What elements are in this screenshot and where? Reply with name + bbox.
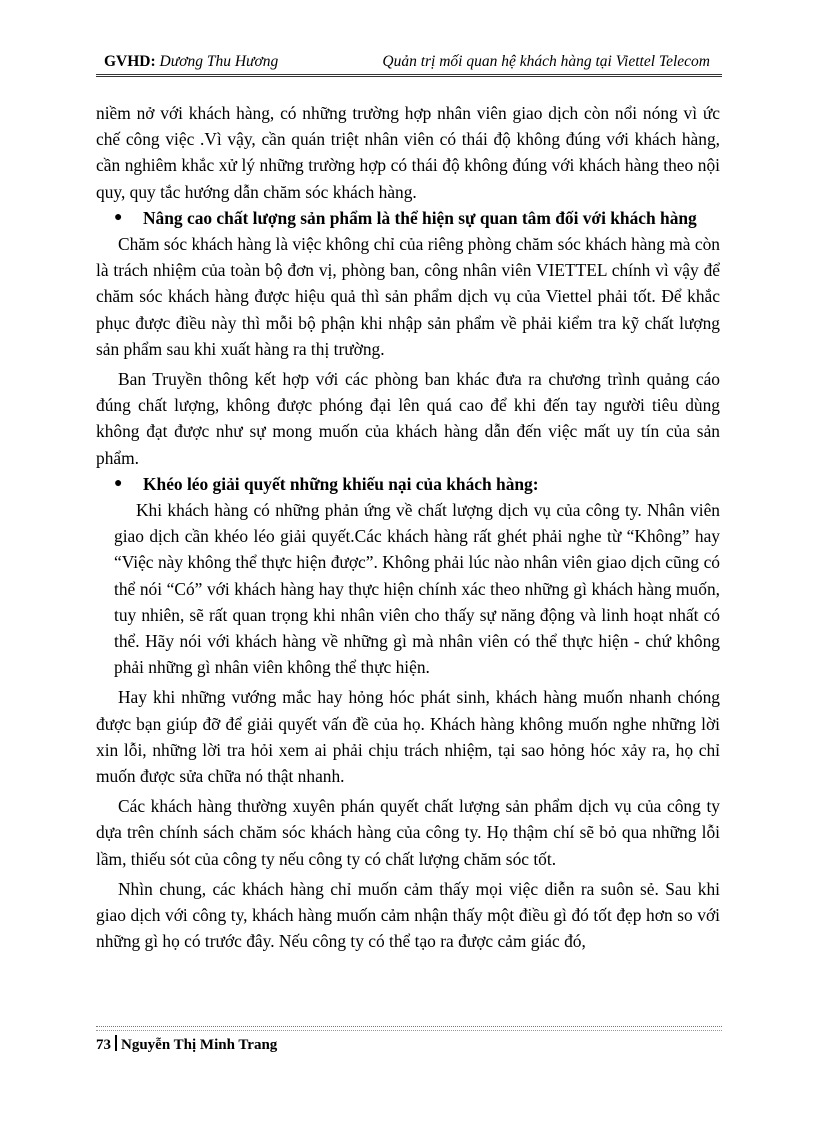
- footer-divider-secondary: [96, 1030, 722, 1031]
- header-supervisor-label: GVHD:: [104, 53, 156, 70]
- header-divider: [96, 74, 722, 77]
- paragraph-1: niềm nở với khách hàng, có những trường hợp nhân viên giao dịch còn nổi nóng vì ức chế công việc .Vì vậy, cần quán triệt nhân viên có thái độ không đúng với khách hàng, cần nghiêm khắc xử lý những trường hợp có thái độ không đúng với khách hàng theo nội quy, quy tắc hướng dẫn chăm sóc khách hàng.: [96, 103, 720, 202]
- paragraph-2: Chăm sóc khách hàng là việc không chỉ của riêng phòng chăm sóc khách hàng mà còn là trách nhiệm của toàn bộ đơn vị, phòng ban, công nhân viên VIETTEL chính vì vậy để chăm sóc khách hàng được hiệu quả thì sản phẩm dịch vụ của Viettel phải tốt. Để khắc phục được điều này thì mỗi bộ phận khi nhập sản phẩm về phải kiểm tra kỹ chất lượng sản phẩm sau khi xuất hàng ra thị trường.: [96, 234, 720, 359]
- header-document-title: Quản trị mối quan hệ khách hàng tại Viettel Telecom: [382, 53, 710, 70]
- bullet-heading-2-text: Khéo léo giải quyết những khiếu nại của khách hàng:: [143, 473, 539, 494]
- paragraph-4: Khi khách hàng có những phản ứng về chất lượng dịch vụ của công ty. Nhân viên giao dịch cần khéo léo giải quyết.Các khách hàng rất ghét phải nghe từ “Không” hay “Việc này không thể thực hiện được”. Không phải lúc nào nhân viên giao dịch cũng có thể nói “Có” với khách hàng hay thực hiện chính xác theo những gì khách hàng muốn, tuy nhiên, sẽ rất quan trọng khi nhân viên cho thấy sự năng động và linh hoạt nhất có thể. Hãy nói với khách hàng về những gì mà nhân viên có thể thực hiện - chứ không phải những gì nhân viên không thể thực hiện.: [114, 500, 720, 678]
- document-body: [96, 100, 720, 955]
- paragraph-3: Ban Truyền thông kết hợp với các phòng ban khác đưa ra chương trình quảng cáo đúng chất lượng, không được phóng đại lên quá cao để khi đến tay người tiêu dùng không đạt được như sự mong muốn của khách hàng dẫn đến việc mất uy tín của sản phẩm.: [96, 369, 720, 468]
- page-header: [96, 52, 722, 74]
- footer-author: Nguyễn Thị Minh Trang: [121, 1037, 278, 1053]
- footer-divider: [96, 1026, 722, 1027]
- header-supervisor-name: Dương Thu Hương: [159, 53, 279, 70]
- bullet-heading-1-text: Nâng cao chất lượng sản phẩm là thể hiện sự quan tâm đối với khách hàng: [143, 207, 697, 228]
- paragraph-5: Hay khi những vướng mắc hay hỏng hóc phát sinh, khách hàng muốn nhanh chóng được bạn giúp đỡ để giải quyết vấn đề của họ. Khách hàng không muốn nghe những lời xin lỗi, những lời tra hỏi xem ai phải chịu trách nhiệm, tại sao hỏng hóc xảy ra, họ chỉ muốn được sửa chữa nó thật nhanh.: [96, 687, 720, 787]
- page-number: 73: [96, 1037, 111, 1053]
- paragraph-6: Các khách hàng thường xuyên phán quyết chất lượng sản phẩm dịch vụ của công ty dựa trên chính sách chăm sóc khách hàng của công ty. Họ thậm chí sẽ bỏ qua những lỗi lầm, thiếu sót của công ty nếu công ty có chất lượng chăm sóc tốt.: [96, 796, 720, 869]
- bullet-icon: ●: [114, 209, 123, 225]
- bullet-icon: ●: [114, 475, 123, 491]
- bullet-heading-1: [96, 205, 720, 231]
- footer-separator: [115, 1035, 117, 1051]
- paragraph-7: Nhìn chung, các khách hàng chỉ muốn cảm thấy mọi việc diễn ra suôn sẻ. Sau khi giao dịch với công ty, khách hàng muốn cảm nhận thấy một điều gì đó tốt đẹp hơn so với những gì họ có trước đây. Nếu công ty có thể tạo ra được cảm giác đó,: [96, 878, 720, 952]
- header-supervisor: [104, 53, 278, 71]
- page-footer: [96, 1035, 277, 1054]
- bullet-heading-2: [96, 471, 720, 497]
